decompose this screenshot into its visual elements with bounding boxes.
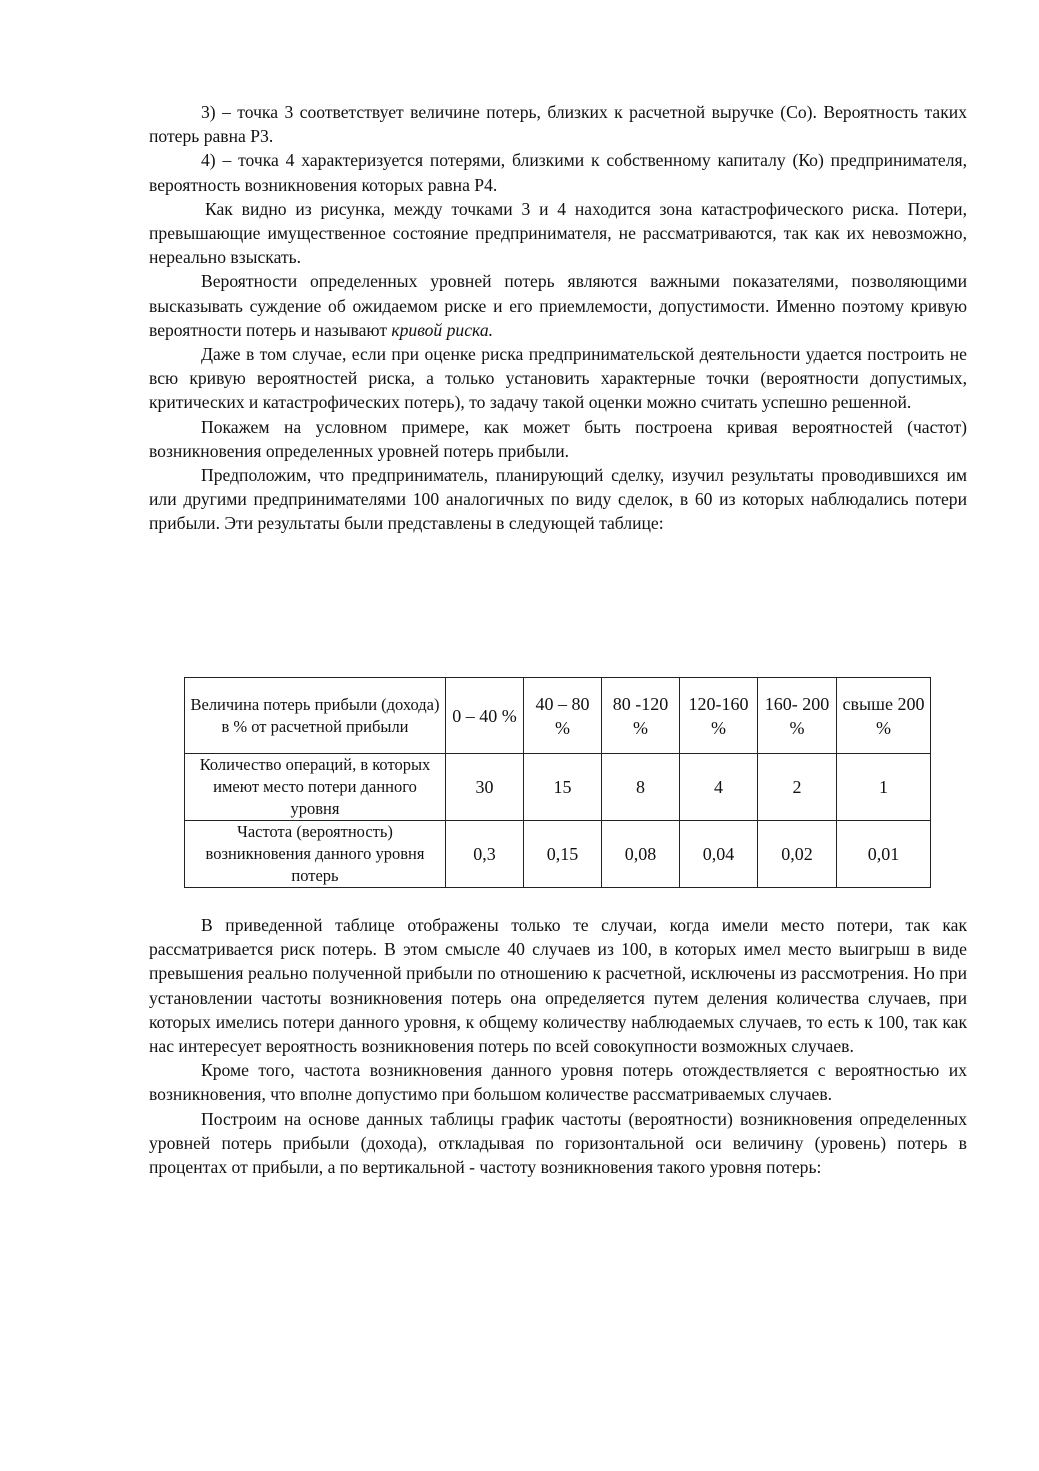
paragraph-table-explanation: В приведенной таблице отображены только те случаи, когда имели место потери, так как рассматривается риск потерь. В этом смысле 40 случаев из 100, в которых имел место выигрыш в виде превышения реально полученной прибыли по отношению к расчетной, исключены из рассмотрения. Но при установлении частоты возникновения потерь она определяется путем деления количества случаев, при которых имелись потери данного уровня, к общему количеству наблюдаемых случаев, то есть к 100, так как нас интересует вероятность возникновения потерь по всей совокупности возможных случаев.: [149, 915, 967, 1057]
loss-distribution-table: [184, 677, 931, 888]
table-cell: 0,01: [837, 821, 931, 888]
paragraph-assumption: Предположим, что предприниматель, планирующий сделку, изучил результаты проводившихся им или другими предпринимателями 100 аналогичных по виду сделок, в 60 из которых наблюдались потери прибыли. Эти результаты были представлены в следующей таблице:: [149, 465, 967, 534]
table-cell: 0,02: [758, 821, 837, 888]
paragraph-example-intro: Покажем на условном примере, как может быть построена кривая вероятностей (частот) возникновения определенных уровней потерь прибыли.: [149, 416, 967, 461]
table-column-header: 80 -120 %: [602, 678, 680, 754]
table-column-header: 0 – 40 %: [446, 678, 524, 754]
table-row: [185, 754, 931, 821]
risk-curve-text: Вероятности определенных уровней потерь являются важными показателями, позволяющими высказывать суждение об ожидаемом риске и его приемлемости, допустимости. Именно поэтому кривую вероятности потерь и называют: [149, 271, 967, 340]
table-cell: 0,08: [602, 821, 680, 888]
paragraph-catastrophic-zone: Как видно из рисунка, между точками 3 и 4 находится зона катастрофического риска. Потери, превышающие имущественное состояние предпринимателя, не рассматриваются, так как их невозможно, нереально взыскать.: [149, 198, 967, 268]
table-column-header: 120-160 %: [680, 678, 758, 754]
table-row: [185, 821, 931, 888]
paragraph-risk-curve: [149, 269, 967, 342]
table-cell: 0,04: [680, 821, 758, 888]
text-block-bottom: [149, 913, 967, 1179]
paragraph-frequency-probability: Кроме того, частота возникновения данного уровня потерь отождествляется с вероятностью их возникновения, что вполне допустимо при большом количестве рассматриваемых случаев.: [149, 1060, 967, 1105]
table-cell: 1: [837, 754, 931, 821]
table-cell: 0,3: [446, 821, 524, 888]
text-block-top: [149, 100, 967, 536]
table-cell: 4: [680, 754, 758, 821]
table-column-header: 160- 200 %: [758, 678, 837, 754]
paragraph-point-3: 3) – точка 3 соответствует величине потерь, близких к расчетной выручке (Со). Вероятность таких потерь равна Р3.: [149, 102, 967, 147]
risk-curve-emphasis: кривой риска.: [391, 319, 494, 340]
paragraph-characteristic-points: Даже в том случае, если при оценке риска предпринимательской деятельности удается построить не всю кривую вероятностей риска, а только установить характерные точки (вероятности допустимых, критических и катастрофических потерь), то задачу такой оценки можно считать успешно решенной.: [149, 344, 967, 413]
table-column-header: 40 – 80 %: [524, 678, 602, 754]
table-header-row: [185, 678, 931, 754]
table-column-header: свыше 200 %: [837, 678, 931, 754]
table-row-label: Количество операций, в которых имеют место потери данного уровня: [185, 754, 446, 821]
paragraph-build-graph: Построим на основе данных таблицы график частоты (вероятности) возникновения определенных уровней потерь прибыли (дохода), откладывая по горизонтальной оси величину (уровень) потерь в процентах от прибыли, а по вертикальной - частоту возникновения такого уровня потерь:: [149, 1108, 967, 1178]
table-cell: 0,15: [524, 821, 602, 888]
table-cell: 15: [524, 754, 602, 821]
table-cell: 2: [758, 754, 837, 821]
table-cell: 30: [446, 754, 524, 821]
table-row-label: Частота (вероятность) возникновения данного уровня потерь: [185, 821, 446, 888]
table-cell: 8: [602, 754, 680, 821]
table-header-label: Величина потерь прибыли (дохода) в % от расчетной прибыли: [185, 678, 446, 754]
paragraph-point-4: 4) – точка 4 характеризуется потерями, близкими к собственному капиталу (Ко) предпринимателя, вероятность возникновения которых равна Р4.: [149, 150, 967, 195]
